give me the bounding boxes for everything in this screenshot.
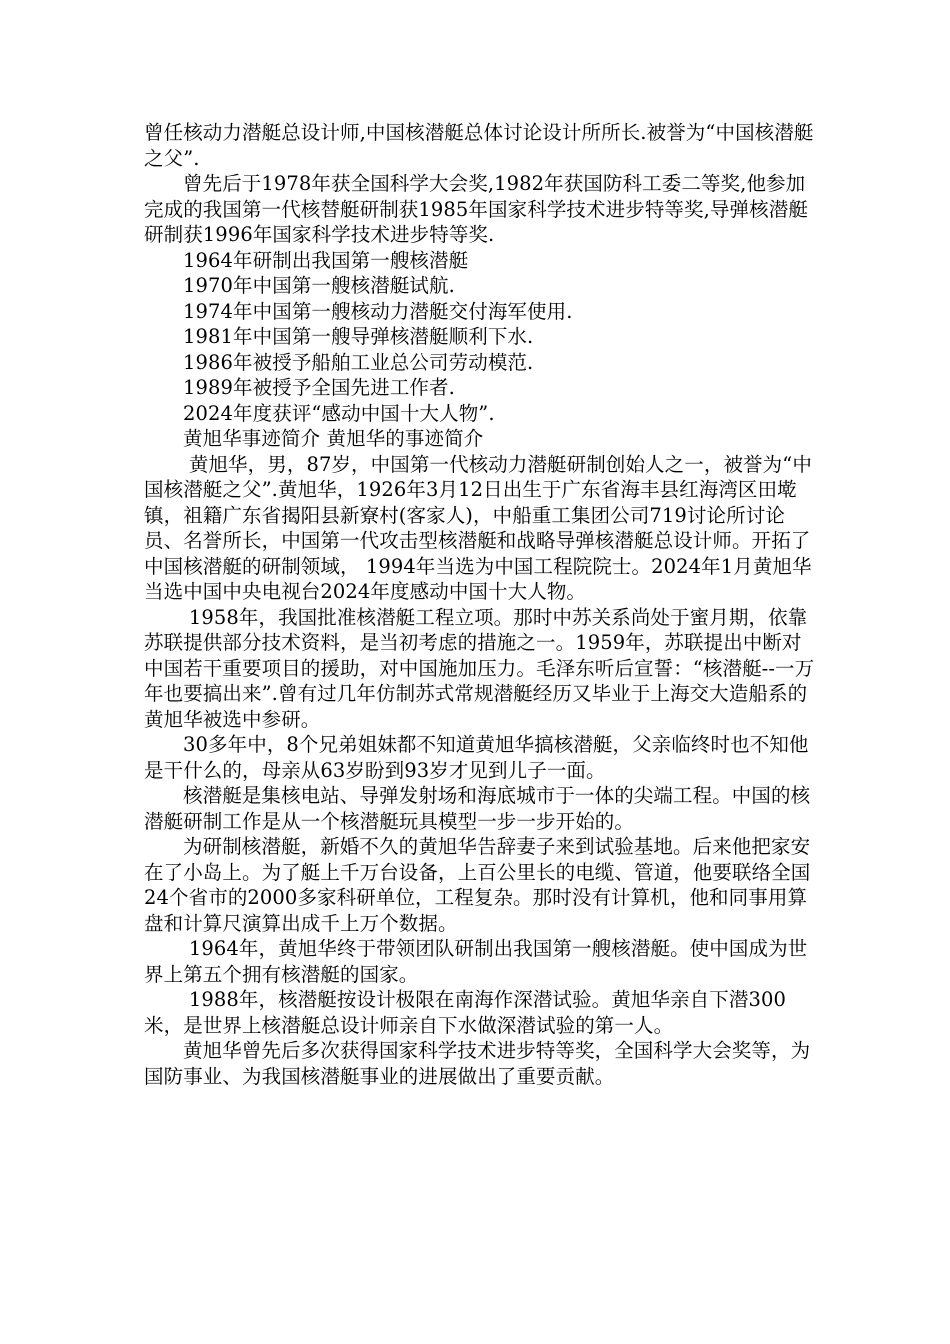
paragraph-14: 核潜艇是集核电站、导弹发射场和海底城市于一体的尖端工程。中国的核潜艇研制工作是从一个核潜艇玩具模型一步一步开始的。 xyxy=(144,784,811,833)
paragraph-18: 黄旭华曾先后多次获得国家科学技术进步特等奖，全国科学大会奖等，为国防事业、为我国核潜艇事业的进展做出了重要贡献。 xyxy=(144,1039,811,1088)
paragraph-16: 1964年，黄旭华终于带领团队研制出我国第一艘核潜艇。使中国成为世界上第五个拥有核潜艇的国家。 xyxy=(144,937,808,986)
document-page xyxy=(144,120,816,1089)
paragraph-6: 1981年中国第一艘导弹核潜艇顺利下水. xyxy=(183,325,534,348)
paragraph-8: 1989年被授予全国先进工作者. xyxy=(183,376,455,399)
paragraph-9: 2024年度获评“感动中国十大人物”. xyxy=(183,401,495,425)
paragraph-2: 曾先后于1978年获全国科学大会奖,1982年获国防科工委二等奖,他参加完成的我国第一代核替艇研制获1985年国家科学技术进步特等奖,导弹核潜艇研制获1996年国家科学技术进步特等奖. xyxy=(144,172,808,246)
paragraph-15: 为研制核潜艇，新婚不久的黄旭华告辞妻子来到试验基地。后来他把家安在了小岛上。为了艇上千万台设备，上百公里长的电缆、管道，他要联络全国24个省市的2000多家科研单位，工程复杂。那时没有计算机，他和同事用算盘和计算尺演算出成千上万个数据。 xyxy=(144,835,811,935)
paragraph-17: 1988年，核潜艇按设计极限在南海作深潜试验。黄旭华亲自下潜300米，是世界上核潜艇总设计师亲自下水做深潜试验的第一人。 xyxy=(144,988,786,1037)
paragraph-4: 1970年中国第一艘核潜艇试航. xyxy=(183,274,455,297)
paragraph-3: 1964年研制出我国第一艘核潜艇 xyxy=(183,248,469,272)
paragraph-12: 1958年，我国批准核潜艇工程立项。那时中苏关系尚处于蜜月期，依靠苏联提供部分技术资料，是当初考虑的措施之一。1959年，苏联提出中断对中国若干重要项目的援助，对中国施加压力。毛泽东听后宣誓：“核潜艇--一万年也要搞出来”.曾有过几年仿制苏式常规潜艇经历又毕业于上海交大造船系的黄旭华被选中参研。 xyxy=(144,605,815,731)
paragraph-5: 1974年中国第一艘核动力潜艇交付海军使用. xyxy=(183,299,573,323)
paragraph-7: 1986年被授予船舶工业总公司劳动模范. xyxy=(183,350,534,374)
section-heading: 黄旭华事迹简介 黄旭华的事迹简介 xyxy=(183,427,484,450)
paragraph-11: 黄旭华，男，87岁，中国第一代核动力潜艇研制创始人之一，被誉为“中国核潜艇之父”.黄旭华，1926年3月12日出生于广东省海丰县红海湾区田墘镇，祖籍广东省揭阳县新寮村(客家人)，中船重工集团公司719讨论所讨论员、名誉所长，中国第一代攻击型核潜艇和战略导弹核潜艇总设计师。开拓了中国核潜艇的研制领域， 1994年当选为中国工程院院士。2024年1月黄旭华当选中国中央电视台2024年度感动中国十大人物。 xyxy=(144,452,812,603)
paragraph-1: 曾任核动力潜艇总设计师,中国核潜艇总体讨论设计所所长.被誉为“中国核潜艇之父”. xyxy=(144,121,814,170)
paragraph-13: 30多年中，8个兄弟姐妹都不知道黄旭华搞核潜艇，父亲临终时也不知他是干什么的，母亲从63岁盼到93岁才见到儿子一面。 xyxy=(144,733,809,782)
